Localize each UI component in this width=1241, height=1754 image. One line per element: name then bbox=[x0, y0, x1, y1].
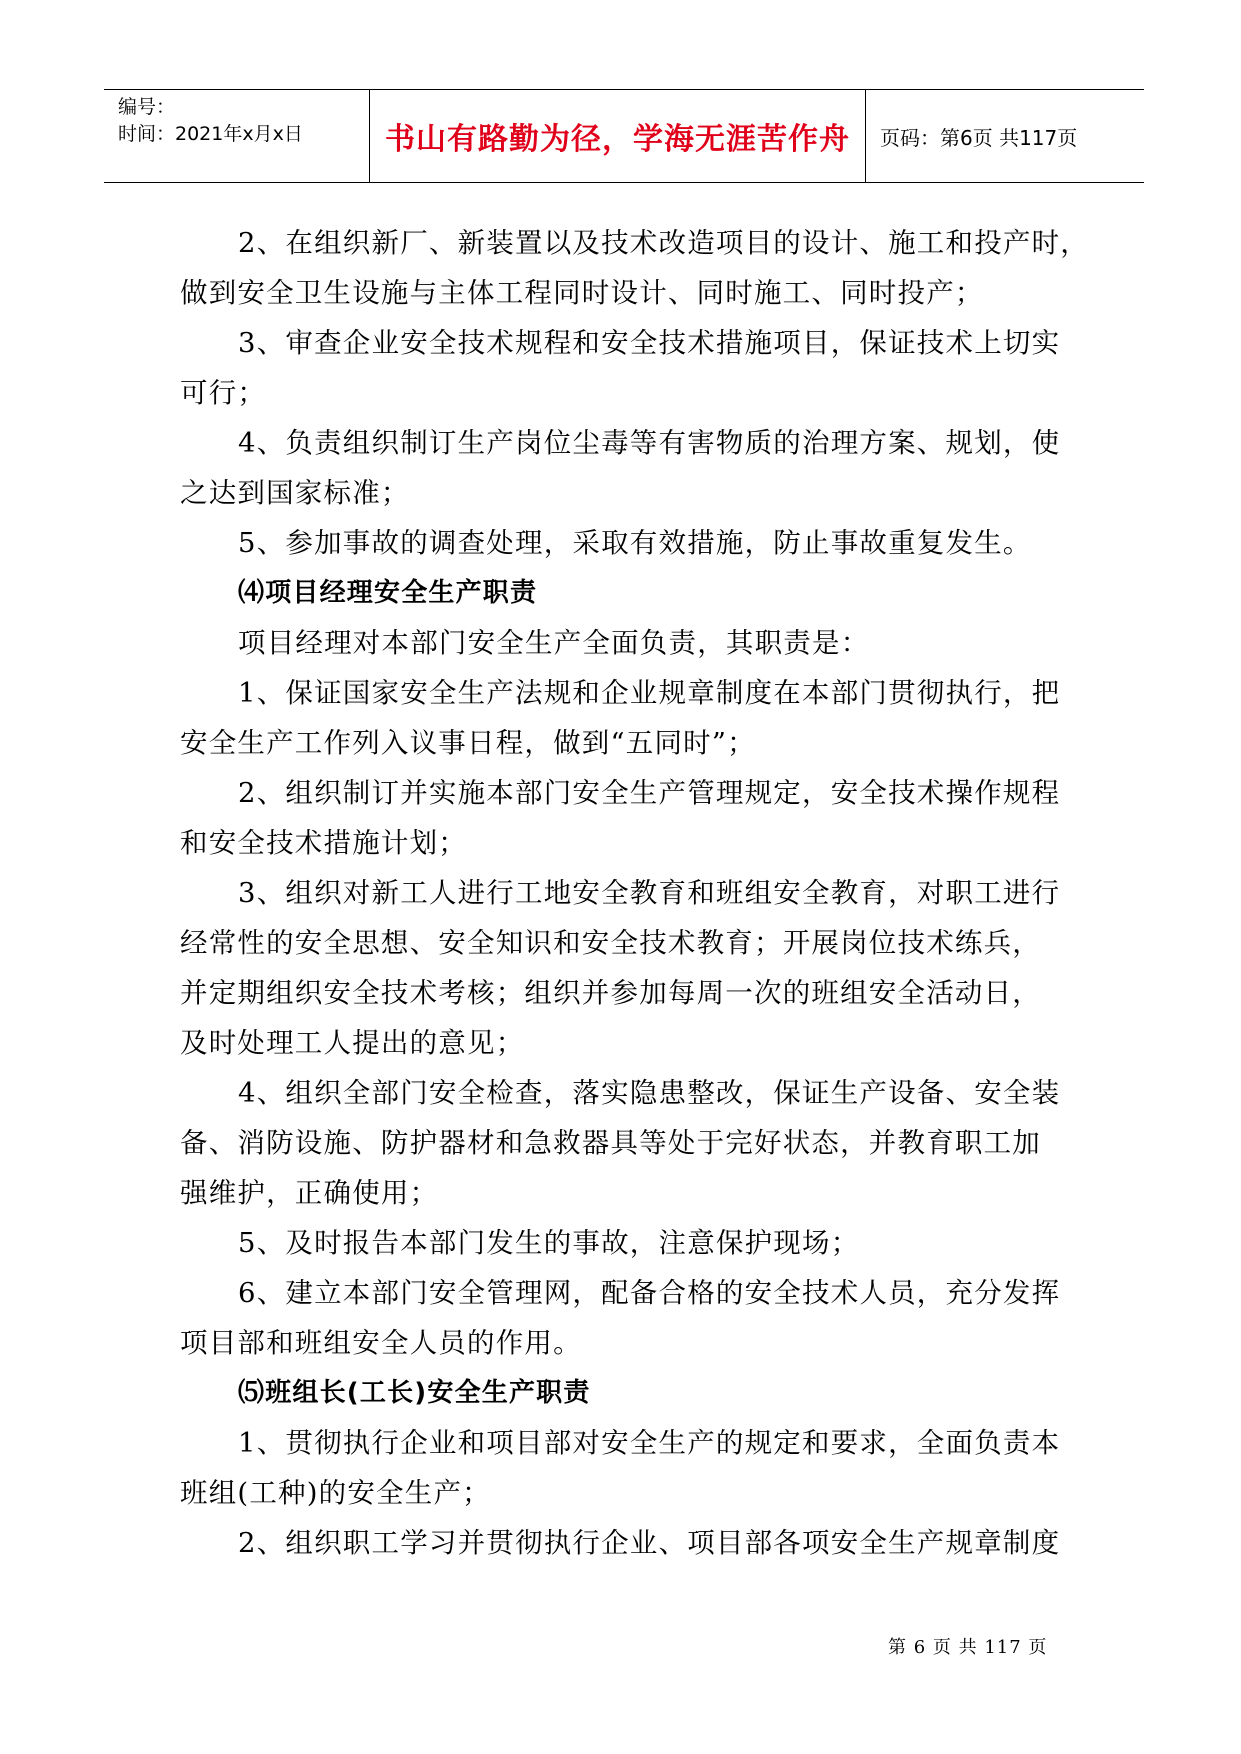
text-line: 5、参加事故的调查处理，采取有效措施，防止事故重复发生。 bbox=[238, 527, 1032, 559]
text-line: 经常性的安全思想、安全知识和安全技术教育；开展岗位技术练兵， bbox=[180, 927, 1041, 959]
text-line: 和安全技术措施计划； bbox=[180, 827, 467, 859]
text-line: 3、组织对新工人进行工地安全教育和班组安全教育，对职工进行 bbox=[238, 877, 1061, 909]
text-line: 做到安全卫生设施与主体工程同时设计、同时施工、同时投产； bbox=[180, 277, 984, 309]
page-header bbox=[104, 89, 1144, 183]
document-body bbox=[180, 218, 1089, 1568]
section-heading: ⑷项目经理安全生产职责 bbox=[238, 578, 538, 608]
text-line: 可行； bbox=[180, 377, 267, 409]
text-line: 2、在组织新厂、新装置以及技术改造项目的设计、施工和投产时， bbox=[238, 227, 1089, 259]
text-line: 4、负责组织制订生产岗位尘毒等有害物质的治理方案、规划，使 bbox=[238, 427, 1061, 459]
text-line: 安全生产工作列入议事日程，做到“五同时”； bbox=[180, 727, 756, 759]
text-line: 班组(工种)的安全生产； bbox=[180, 1477, 491, 1509]
text-line: 6、建立本部门安全管理网，配备合格的安全技术人员，充分发挥 bbox=[238, 1277, 1061, 1309]
text-line: 3、审查企业安全技术规程和安全技术措施项目，保证技术上切实 bbox=[238, 327, 1061, 359]
text-line: 之达到国家标准； bbox=[180, 477, 410, 509]
text-line: 并定期组织安全技术考核；组织并参加每周一次的班组安全活动日， bbox=[180, 977, 1041, 1009]
text-line: 备、消防设施、防护器材和急救器具等处于完好状态，并教育职工加 bbox=[180, 1127, 1041, 1159]
page-footer-number: 第 6 页 共 117 页 bbox=[888, 1637, 1048, 1658]
text-line: 1、保证国家安全生产法规和企业规章制度在本部门贯彻执行，把 bbox=[238, 677, 1061, 709]
text-line: 项目经理对本部门安全生产全面负责，其职责是： bbox=[238, 627, 870, 659]
text-line: 强维护，正确使用； bbox=[180, 1177, 439, 1209]
text-line: 4、组织全部门安全检查，落实隐患整改，保证生产设备、安全装 bbox=[238, 1077, 1061, 1109]
document-time-label: 时间：2021年x月x日 bbox=[118, 123, 303, 145]
text-line: 及时处理工人提出的意见； bbox=[180, 1027, 525, 1059]
header-page-info: 页码：第6页 共117页 bbox=[880, 125, 1078, 150]
document-number-label: 编号： bbox=[118, 96, 176, 118]
text-line: 项目部和班组安全人员的作用。 bbox=[180, 1327, 582, 1359]
text-line: 5、及时报告本部门发生的事故，注意保护现场； bbox=[238, 1227, 860, 1259]
header-meta-cell bbox=[104, 90, 370, 182]
text-line: 2、组织制订并实施本部门安全生产管理规定，安全技术操作规程 bbox=[238, 777, 1061, 809]
section-heading: ⑸班组长(工长)安全生产职责 bbox=[238, 1378, 591, 1408]
text-line: 1、贯彻执行企业和项目部对安全生产的规定和要求，全面负责本 bbox=[238, 1427, 1061, 1459]
text-line: 2、组织职工学习并贯彻执行企业、项目部各项安全生产规章制度 bbox=[238, 1527, 1061, 1559]
header-motto: 书山有路勤为径，学海无涯苦作舟 bbox=[370, 90, 866, 182]
